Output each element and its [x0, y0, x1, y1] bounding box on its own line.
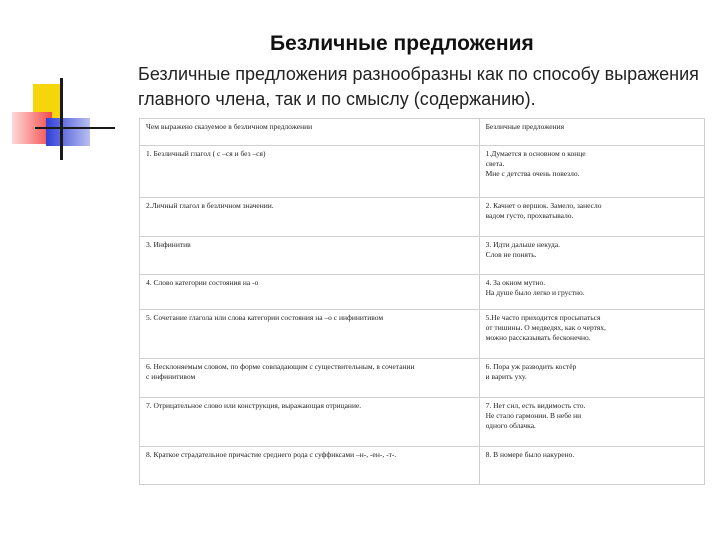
predicate-table: [139, 118, 705, 485]
table-header-cell: Чем выражено сказуемое в безличном предложении: [140, 119, 480, 146]
decor-blue-square: [46, 118, 90, 146]
table-row: [140, 275, 705, 310]
decor-horizontal-line: [35, 127, 115, 129]
table-cell: 6. Несклоняемым словом, по форме совпадающим с существительным, в сочетании с инфинитивом: [140, 359, 480, 398]
table-cell: 3. Идти дальше некуда. Слов не понять.: [479, 237, 704, 275]
table-cell: 5.Не часто приходится просыпаться от тишины. О медведях, как о чертях, можно рассказывать бесконечно.: [479, 310, 704, 359]
table-cell: 1.Думается в основном о конце света. Мне с детства очень повезло.: [479, 146, 704, 198]
table-row: [140, 359, 705, 398]
table-cell: 4. За окном мутно. На душе было легко и грустно.: [479, 275, 704, 310]
table-row: [140, 237, 705, 275]
table-cell: 3. Инфинитив: [140, 237, 480, 275]
table-cell: 6. Пора уж разводить костёр и варить уху.: [479, 359, 704, 398]
table-cell: 2. Качнет о вершок. Замело, занесло вадом густо, прохватывало.: [479, 198, 704, 237]
table-cell: 8. Краткое страдательное причастие среднего рода с суффиксами –н-, -ен-, -т-.: [140, 447, 480, 485]
table-row: [140, 146, 705, 198]
table-cell: 4. Слово категории состояния на -о: [140, 275, 480, 310]
decor-vertical-line: [60, 78, 63, 160]
table-cell: 8. В номере было накурено.: [479, 447, 704, 485]
table-cell: 5. Сочетание глагола или слова категории состояния на –о с инфинитивом: [140, 310, 480, 359]
table-header-cell: Безличные предложения: [479, 119, 704, 146]
table-row: [140, 447, 705, 485]
table-row: [140, 198, 705, 237]
table-cell: 7. Отрицательное слово или конструкция, выражающая отрицание.: [140, 398, 480, 447]
table-cell: 2.Личный глагол в безличном значении.: [140, 198, 480, 237]
table-cell: 7. Нет сил, есть видимость сто. Не стало гармонии. В небе ни одного облачка.: [479, 398, 704, 447]
slide-subtitle: Безличные предложения разнообразны как по способу выражения главного члена, так и по смыслу (содержанию).: [138, 64, 699, 109]
table-row: [140, 310, 705, 359]
slide-title: Безличные предложения: [270, 32, 534, 55]
table-row: [140, 398, 705, 447]
table-header-row: [140, 119, 705, 146]
table-cell: 1. Безличный глагол ( с –ся и без –ся): [140, 146, 480, 198]
